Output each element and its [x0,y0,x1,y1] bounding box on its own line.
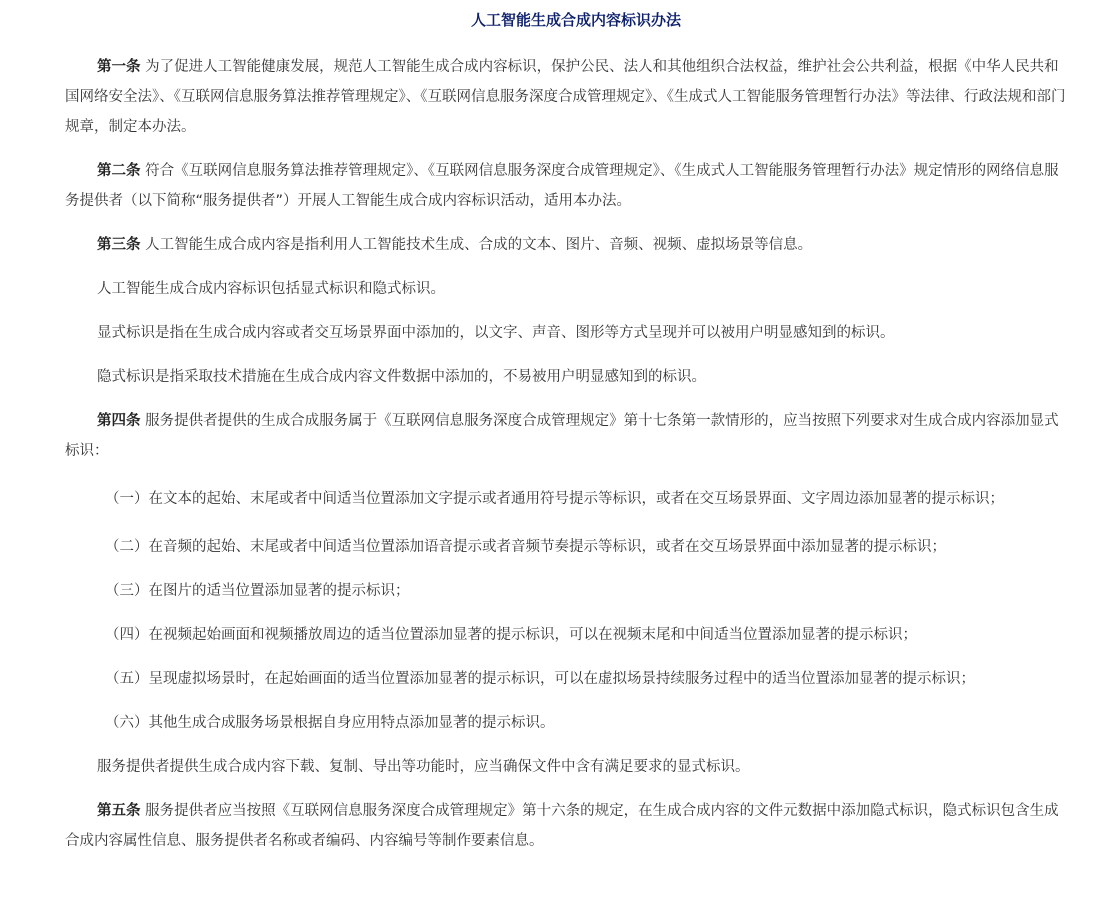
article-1-paragraph [65,52,1067,142]
article-heading: 第三条 [97,237,141,253]
article-5-paragraph [65,796,1067,856]
paragraph-text: （五）呈现虚拟场景时，在起始画面的适当位置添加显著的提示标识，可以在虚拟场景持续服务过程中的适当位置添加显著的提示标识； [105,671,975,687]
paragraph-text: （一）在文本的起始、末尾或者中间适当位置添加文字提示或者通用符号提示等标识，或者在交互场景界面、文字周边添加显著的提示标识； [105,491,1004,507]
list-item [65,664,1067,694]
list-item [65,576,1067,606]
article-heading: 第四条 [97,413,141,429]
paragraph-text: （三）在图片的适当位置添加显著的提示标识； [105,583,410,599]
paragraph [65,274,1067,304]
paragraph-text: 服务提供者提供生成合成内容下载、复制、导出等功能时，应当确保文件中含有满足要求的显式标识。 [97,759,750,775]
paragraph-text: （二）在音频的起始、末尾或者中间适当位置添加语音提示或者音频节奏提示等标识，或者在交互场景界面中添加显著的提示标识； [105,539,946,555]
paragraph-text: 为了促进人工智能健康发展，规范人工智能生成合成内容标识，保护公民、法人和其他组织合法权益，维护社会公共利益，根据《中华人民共和国网络安全法》、《互联网信息服务算法推荐管理规定》、《互联网信息服务深度合成管理规定》、《生成式人工智能服务管理暂行办法》等法律、行政法规和部门规章，制定本办法。 [65,59,1066,135]
article-3-paragraph [65,230,1067,260]
list-item [65,620,1067,650]
paragraph-text: 人工智能生成合成内容标识包括显式标识和隐式标识。 [97,281,445,297]
document-title: 人工智能生成合成内容标识办法 [470,11,681,29]
article-2-paragraph [65,156,1067,216]
paragraph-text: （六）其他生成合成服务场景根据自身应用特点添加显著的提示标识。 [105,715,555,731]
paragraph-text: （四）在视频起始画面和视频播放周边的适当位置添加显著的提示标识，可以在视频末尾和中间适当位置添加显著的提示标识； [105,627,917,643]
article-heading: 第五条 [97,803,141,819]
article-4-paragraph [65,406,1067,466]
paragraph-text: 显式标识是指在生成合成内容或者交互场景界面中添加的，以文字、声音、图形等方式呈现并可以被用户明显感知到的标识。 [97,325,895,341]
list-item [65,708,1067,738]
paragraph-text: 服务提供者应当按照《互联网信息服务深度合成管理规定》第十六条的规定，在生成合成内容的文件元数据中添加隐式标识，隐式标识包含生成合成内容属性信息、服务提供者名称或者编码、内容编号等制作要素信息。 [65,803,1059,849]
list-item [65,532,1067,562]
paragraph-text: 服务提供者提供的生成合成服务属于《互联网信息服务深度合成管理规定》第十七条第一款情形的，应当按照下列要求对生成合成内容添加显式标识： [65,413,1059,459]
article-heading: 第二条 [97,163,141,179]
document-page [0,10,1115,916]
paragraph [65,752,1067,782]
paragraph [65,362,1067,392]
article-heading: 第一条 [97,59,141,75]
paragraph-text: 隐式标识是指采取技术措施在生成合成内容文件数据中添加的，不易被用户明显感知到的标识。 [97,369,706,385]
paragraph-text: 符合《互联网信息服务算法推荐管理规定》、《互联网信息服务深度合成管理规定》、《生成式人工智能服务管理暂行办法》规定情形的网络信息服务提供者（以下简称“服务提供者”）开展人工智能生成合成内容标识活动，适用本办法。 [65,163,1059,209]
paragraph [65,318,1067,348]
list-item [65,484,1067,514]
paragraph-text: 人工智能生成合成内容是指利用人工智能技术生成、合成的文本、图片、音频、视频、虚拟场景等信息。 [140,237,813,253]
